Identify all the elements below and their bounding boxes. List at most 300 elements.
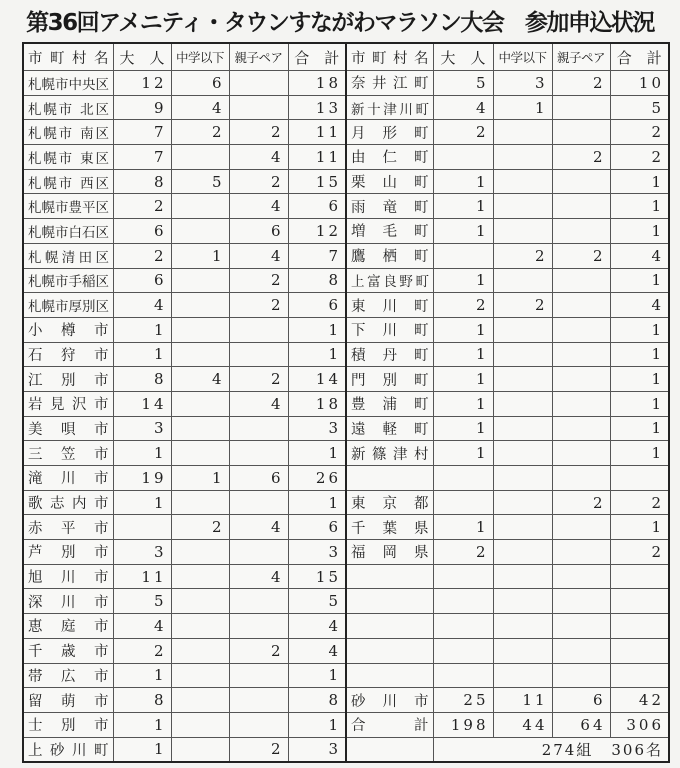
header-total: 合 計 — [610, 43, 669, 71]
municipality-cell — [346, 663, 433, 688]
total-cell: 5 — [288, 589, 346, 614]
adult-cell: 3 — [113, 416, 171, 441]
pair-cell — [552, 564, 610, 589]
adult-cell: 3 — [113, 540, 171, 565]
municipality-cell: 滝川市 — [23, 466, 113, 491]
adult-cell: 12 — [113, 71, 171, 96]
table-row — [23, 95, 669, 120]
adult-cell — [433, 466, 493, 491]
adult-cell: 1 — [433, 268, 493, 293]
municipality-cell: 千歳市 — [23, 638, 113, 663]
junior-cell — [171, 342, 229, 367]
pair-cell — [229, 95, 288, 120]
junior-cell — [493, 367, 552, 392]
total-cell: 6 — [288, 194, 346, 219]
total-cell: 4 — [610, 293, 669, 318]
pair-cell: 2 — [229, 737, 288, 762]
total-cell: 1 — [610, 194, 669, 219]
municipality-cell: 札幌市豊平区 — [23, 194, 113, 219]
municipality-cell: 合計 — [346, 712, 433, 737]
municipality-cell: 新十津川町 — [346, 95, 433, 120]
total-cell: 1 — [610, 268, 669, 293]
municipality-cell — [346, 638, 433, 663]
pair-cell — [552, 293, 610, 318]
table-row — [23, 367, 669, 392]
pair-cell — [552, 391, 610, 416]
total-cell: 1 — [610, 169, 669, 194]
total-cell: 18 — [288, 71, 346, 96]
municipality-cell: 奈井江町 — [346, 71, 433, 96]
municipality-cell: 雨竜町 — [346, 194, 433, 219]
total-cell: 14 — [288, 367, 346, 392]
junior-cell — [493, 391, 552, 416]
table-row — [23, 145, 669, 170]
total-cell: 1 — [610, 367, 669, 392]
pair-cell: 4 — [229, 391, 288, 416]
header-pair: 親子ペア — [229, 43, 288, 71]
table-row — [23, 71, 669, 96]
table-row — [23, 589, 669, 614]
junior-cell — [171, 219, 229, 244]
junior-cell: 44 — [493, 712, 552, 737]
municipality-cell: 札幌市 東区 — [23, 145, 113, 170]
junior-cell: 2 — [493, 243, 552, 268]
pair-cell — [229, 317, 288, 342]
pair-cell — [552, 638, 610, 663]
pair-cell: 4 — [229, 194, 288, 219]
adult-cell — [433, 145, 493, 170]
junior-cell — [171, 441, 229, 466]
junior-cell — [493, 663, 552, 688]
pair-cell: 2 — [229, 169, 288, 194]
total-cell: 10 — [610, 71, 669, 96]
pair-cell — [229, 540, 288, 565]
total-cell: 306 — [610, 712, 669, 737]
municipality-cell: 小樽市 — [23, 317, 113, 342]
table-row — [23, 540, 669, 565]
adult-cell: 1 — [113, 737, 171, 762]
table-row — [23, 688, 669, 713]
pair-cell — [552, 342, 610, 367]
junior-cell — [171, 737, 229, 762]
municipality-cell: 由仁町 — [346, 145, 433, 170]
summary-people: 306名 — [611, 740, 663, 759]
municipality-cell: 旭川市 — [23, 564, 113, 589]
total-cell: 3 — [288, 540, 346, 565]
pair-cell — [552, 515, 610, 540]
municipality-cell: 豊浦町 — [346, 391, 433, 416]
municipality-cell: 東京都 — [346, 490, 433, 515]
pair-cell: 4 — [229, 145, 288, 170]
summary-groups: 274組 — [541, 740, 594, 759]
adult-cell: 1 — [433, 342, 493, 367]
junior-cell: 2 — [171, 120, 229, 145]
table-row — [23, 120, 669, 145]
header-adult: 大 人 — [433, 43, 493, 71]
municipality-cell: 芦別市 — [23, 540, 113, 565]
junior-cell: 2 — [493, 293, 552, 318]
pair-cell: 4 — [229, 243, 288, 268]
table-row — [23, 416, 669, 441]
junior-cell — [493, 342, 552, 367]
pair-cell — [229, 688, 288, 713]
pair-cell — [552, 194, 610, 219]
junior-cell: 1 — [493, 95, 552, 120]
pair-cell: 2 — [229, 120, 288, 145]
total-cell: 15 — [288, 564, 346, 589]
junior-cell — [493, 441, 552, 466]
pair-cell: 2 — [552, 490, 610, 515]
total-cell: 1 — [610, 441, 669, 466]
junior-cell: 1 — [171, 466, 229, 491]
municipality-cell: 増毛町 — [346, 219, 433, 244]
adult-cell: 1 — [113, 342, 171, 367]
adult-cell: 1 — [433, 317, 493, 342]
total-cell: 1 — [610, 219, 669, 244]
total-cell — [610, 564, 669, 589]
pair-cell — [552, 367, 610, 392]
junior-cell — [171, 614, 229, 639]
junior-cell — [493, 638, 552, 663]
adult-cell: 2 — [113, 243, 171, 268]
adult-cell: 19 — [113, 466, 171, 491]
adult-cell: 2 — [113, 194, 171, 219]
pair-cell — [552, 416, 610, 441]
pair-cell: 2 — [229, 293, 288, 318]
municipality-cell: 下川町 — [346, 317, 433, 342]
junior-cell — [171, 663, 229, 688]
pair-cell — [552, 441, 610, 466]
total-cell: 1 — [610, 515, 669, 540]
adult-cell: 1 — [433, 367, 493, 392]
total-cell: 1 — [288, 441, 346, 466]
pair-cell — [229, 71, 288, 96]
adult-cell: 1 — [113, 441, 171, 466]
total-cell: 1 — [288, 663, 346, 688]
page-title: 第36回アメニティ・タウンすながわマラソン大会 参加申込状況 — [26, 10, 654, 36]
pair-cell — [229, 663, 288, 688]
adult-cell: 5 — [433, 71, 493, 96]
junior-cell — [171, 391, 229, 416]
adult-cell: 11 — [113, 564, 171, 589]
total-cell: 6 — [288, 515, 346, 540]
adult-cell: 1 — [433, 169, 493, 194]
total-cell: 2 — [610, 120, 669, 145]
table-row — [23, 663, 669, 688]
pair-cell — [552, 540, 610, 565]
adult-cell: 5 — [113, 589, 171, 614]
junior-cell — [171, 712, 229, 737]
pair-cell — [229, 416, 288, 441]
municipality-cell: 福岡県 — [346, 540, 433, 565]
pair-cell — [552, 169, 610, 194]
adult-cell — [113, 515, 171, 540]
municipality-cell: 三笠市 — [23, 441, 113, 466]
junior-cell — [171, 194, 229, 219]
total-cell: 8 — [288, 268, 346, 293]
adult-cell: 7 — [113, 145, 171, 170]
adult-cell: 6 — [113, 219, 171, 244]
total-cell — [610, 614, 669, 639]
municipality-cell: 栗山町 — [346, 169, 433, 194]
adult-cell: 8 — [113, 688, 171, 713]
adult-cell: 8 — [113, 367, 171, 392]
municipality-cell: 札幌市手稲区 — [23, 268, 113, 293]
total-cell: 1 — [288, 712, 346, 737]
total-cell: 2 — [610, 490, 669, 515]
municipality-cell: 新篠津村 — [346, 441, 433, 466]
adult-cell: 7 — [113, 120, 171, 145]
municipality-cell: 鷹栖町 — [346, 243, 433, 268]
pair-cell: 2 — [552, 243, 610, 268]
adult-cell — [433, 614, 493, 639]
header-row — [23, 43, 669, 71]
municipality-cell: 岩見沢市 — [23, 391, 113, 416]
table-row — [23, 268, 669, 293]
adult-cell: 14 — [113, 391, 171, 416]
table-row — [23, 293, 669, 318]
table-row — [23, 194, 669, 219]
junior-cell — [171, 268, 229, 293]
junior-cell — [171, 688, 229, 713]
pair-cell: 6 — [229, 219, 288, 244]
junior-cell — [493, 317, 552, 342]
junior-cell — [493, 540, 552, 565]
municipality-cell: 札幌清田区 — [23, 243, 113, 268]
municipality-cell: 月形町 — [346, 120, 433, 145]
junior-cell — [493, 416, 552, 441]
table-row — [23, 737, 669, 762]
adult-cell: 9 — [113, 95, 171, 120]
total-cell: 1 — [610, 317, 669, 342]
total-cell: 1 — [610, 342, 669, 367]
adult-cell: 2 — [433, 540, 493, 565]
total-cell: 1 — [610, 391, 669, 416]
table-row — [23, 515, 669, 540]
municipality-cell: 札幌市 北区 — [23, 95, 113, 120]
total-cell: 2 — [610, 145, 669, 170]
total-cell: 8 — [288, 688, 346, 713]
empty-cell — [346, 737, 433, 762]
junior-cell — [171, 638, 229, 663]
junior-cell — [493, 564, 552, 589]
table-row — [23, 490, 669, 515]
pair-cell — [552, 120, 610, 145]
entry-status-table — [22, 42, 670, 763]
pair-cell — [229, 342, 288, 367]
table-row — [23, 638, 669, 663]
pair-cell: 2 — [552, 71, 610, 96]
total-cell: 2 — [610, 540, 669, 565]
municipality-cell: 上砂川町 — [23, 737, 113, 762]
total-cell: 4 — [288, 638, 346, 663]
total-cell: 3 — [288, 416, 346, 441]
total-cell: 4 — [288, 614, 346, 639]
pair-cell: 2 — [552, 145, 610, 170]
total-cell — [610, 663, 669, 688]
total-cell: 13 — [288, 95, 346, 120]
header-junior: 中学以下 — [493, 43, 552, 71]
pair-cell — [552, 663, 610, 688]
adult-cell: 1 — [113, 317, 171, 342]
municipality-cell: 帯広市 — [23, 663, 113, 688]
junior-cell — [493, 268, 552, 293]
adult-cell: 25 — [433, 688, 493, 713]
header-name: 市町村名 — [346, 43, 433, 71]
pair-cell: 2 — [229, 638, 288, 663]
municipality-cell: 留萌市 — [23, 688, 113, 713]
total-cell: 1 — [288, 317, 346, 342]
total-cell — [610, 589, 669, 614]
junior-cell — [171, 145, 229, 170]
adult-cell — [433, 564, 493, 589]
adult-cell: 1 — [433, 441, 493, 466]
pair-cell: 4 — [229, 515, 288, 540]
junior-cell: 11 — [493, 688, 552, 713]
pair-cell: 64 — [552, 712, 610, 737]
junior-cell — [493, 194, 552, 219]
junior-cell — [493, 515, 552, 540]
municipality-cell — [346, 589, 433, 614]
municipality-cell — [346, 466, 433, 491]
municipality-cell: 砂川市 — [346, 688, 433, 713]
total-cell: 11 — [288, 145, 346, 170]
total-cell: 7 — [288, 243, 346, 268]
adult-cell: 2 — [433, 120, 493, 145]
adult-cell — [433, 589, 493, 614]
adult-cell — [433, 490, 493, 515]
junior-cell — [493, 589, 552, 614]
municipality-cell: 札幌市 南区 — [23, 120, 113, 145]
total-cell: 6 — [288, 293, 346, 318]
municipality-cell: 上富良野町 — [346, 268, 433, 293]
junior-cell — [493, 219, 552, 244]
junior-cell: 2 — [171, 515, 229, 540]
junior-cell — [171, 540, 229, 565]
junior-cell — [171, 589, 229, 614]
municipality-cell: 深川市 — [23, 589, 113, 614]
municipality-cell: 石狩市 — [23, 342, 113, 367]
junior-cell: 1 — [171, 243, 229, 268]
table-row — [23, 712, 669, 737]
municipality-cell: 千葉県 — [346, 515, 433, 540]
pair-cell: 4 — [229, 564, 288, 589]
adult-cell: 2 — [433, 293, 493, 318]
municipality-cell: 積丹町 — [346, 342, 433, 367]
adult-cell: 1 — [433, 515, 493, 540]
adult-cell — [433, 243, 493, 268]
total-cell: 12 — [288, 219, 346, 244]
pair-cell — [229, 490, 288, 515]
adult-cell: 4 — [433, 95, 493, 120]
adult-cell: 1 — [433, 416, 493, 441]
adult-cell: 1 — [433, 194, 493, 219]
municipality-cell — [346, 614, 433, 639]
junior-cell — [171, 416, 229, 441]
total-cell: 15 — [288, 169, 346, 194]
header-name: 市町村名 — [23, 43, 113, 71]
junior-cell — [493, 169, 552, 194]
table-row — [23, 317, 669, 342]
table-row — [23, 391, 669, 416]
municipality-cell: 札幌市 西区 — [23, 169, 113, 194]
adult-cell: 6 — [113, 268, 171, 293]
municipality-cell: 歌志内市 — [23, 490, 113, 515]
header-total: 合 計 — [288, 43, 346, 71]
municipality-cell: 札幌市厚別区 — [23, 293, 113, 318]
pair-cell: 6 — [229, 466, 288, 491]
total-cell — [610, 638, 669, 663]
junior-cell — [493, 490, 552, 515]
pair-cell: 2 — [229, 367, 288, 392]
total-cell: 42 — [610, 688, 669, 713]
table-row — [23, 614, 669, 639]
junior-cell — [493, 614, 552, 639]
adult-cell: 4 — [113, 614, 171, 639]
pair-cell — [552, 589, 610, 614]
pair-cell — [552, 317, 610, 342]
pair-cell — [229, 589, 288, 614]
adult-cell: 1 — [433, 219, 493, 244]
adult-cell: 198 — [433, 712, 493, 737]
total-cell: 5 — [610, 95, 669, 120]
municipality-cell: 門別町 — [346, 367, 433, 392]
total-cell: 18 — [288, 391, 346, 416]
junior-cell — [171, 564, 229, 589]
junior-cell: 4 — [171, 95, 229, 120]
total-cell — [610, 466, 669, 491]
header-adult: 大 人 — [113, 43, 171, 71]
header-pair: 親子ペア — [552, 43, 610, 71]
adult-cell: 8 — [113, 169, 171, 194]
pair-cell — [552, 95, 610, 120]
pair-cell — [229, 712, 288, 737]
table-row — [23, 243, 669, 268]
pair-cell — [552, 466, 610, 491]
total-cell: 4 — [610, 243, 669, 268]
municipality-cell: 恵庭市 — [23, 614, 113, 639]
table-row — [23, 219, 669, 244]
junior-cell: 5 — [171, 169, 229, 194]
table-row — [23, 169, 669, 194]
junior-cell: 6 — [171, 71, 229, 96]
adult-cell: 1 — [113, 712, 171, 737]
pair-cell — [229, 441, 288, 466]
adult-cell: 1 — [113, 663, 171, 688]
total-cell: 1 — [288, 342, 346, 367]
municipality-cell: 札幌市白石区 — [23, 219, 113, 244]
total-cell: 1 — [288, 490, 346, 515]
junior-cell — [171, 317, 229, 342]
municipality-cell — [346, 564, 433, 589]
pair-cell: 2 — [229, 268, 288, 293]
table-row — [23, 564, 669, 589]
header-junior: 中学以下 — [171, 43, 229, 71]
adult-cell: 1 — [433, 391, 493, 416]
municipality-cell: 美唄市 — [23, 416, 113, 441]
adult-cell: 2 — [113, 638, 171, 663]
pair-cell: 6 — [552, 688, 610, 713]
total-cell: 11 — [288, 120, 346, 145]
municipality-cell: 赤平市 — [23, 515, 113, 540]
municipality-cell: 士別市 — [23, 712, 113, 737]
total-cell: 3 — [288, 737, 346, 762]
junior-cell — [493, 466, 552, 491]
adult-cell — [433, 638, 493, 663]
table-row — [23, 441, 669, 466]
municipality-cell: 江別市 — [23, 367, 113, 392]
junior-cell — [171, 490, 229, 515]
